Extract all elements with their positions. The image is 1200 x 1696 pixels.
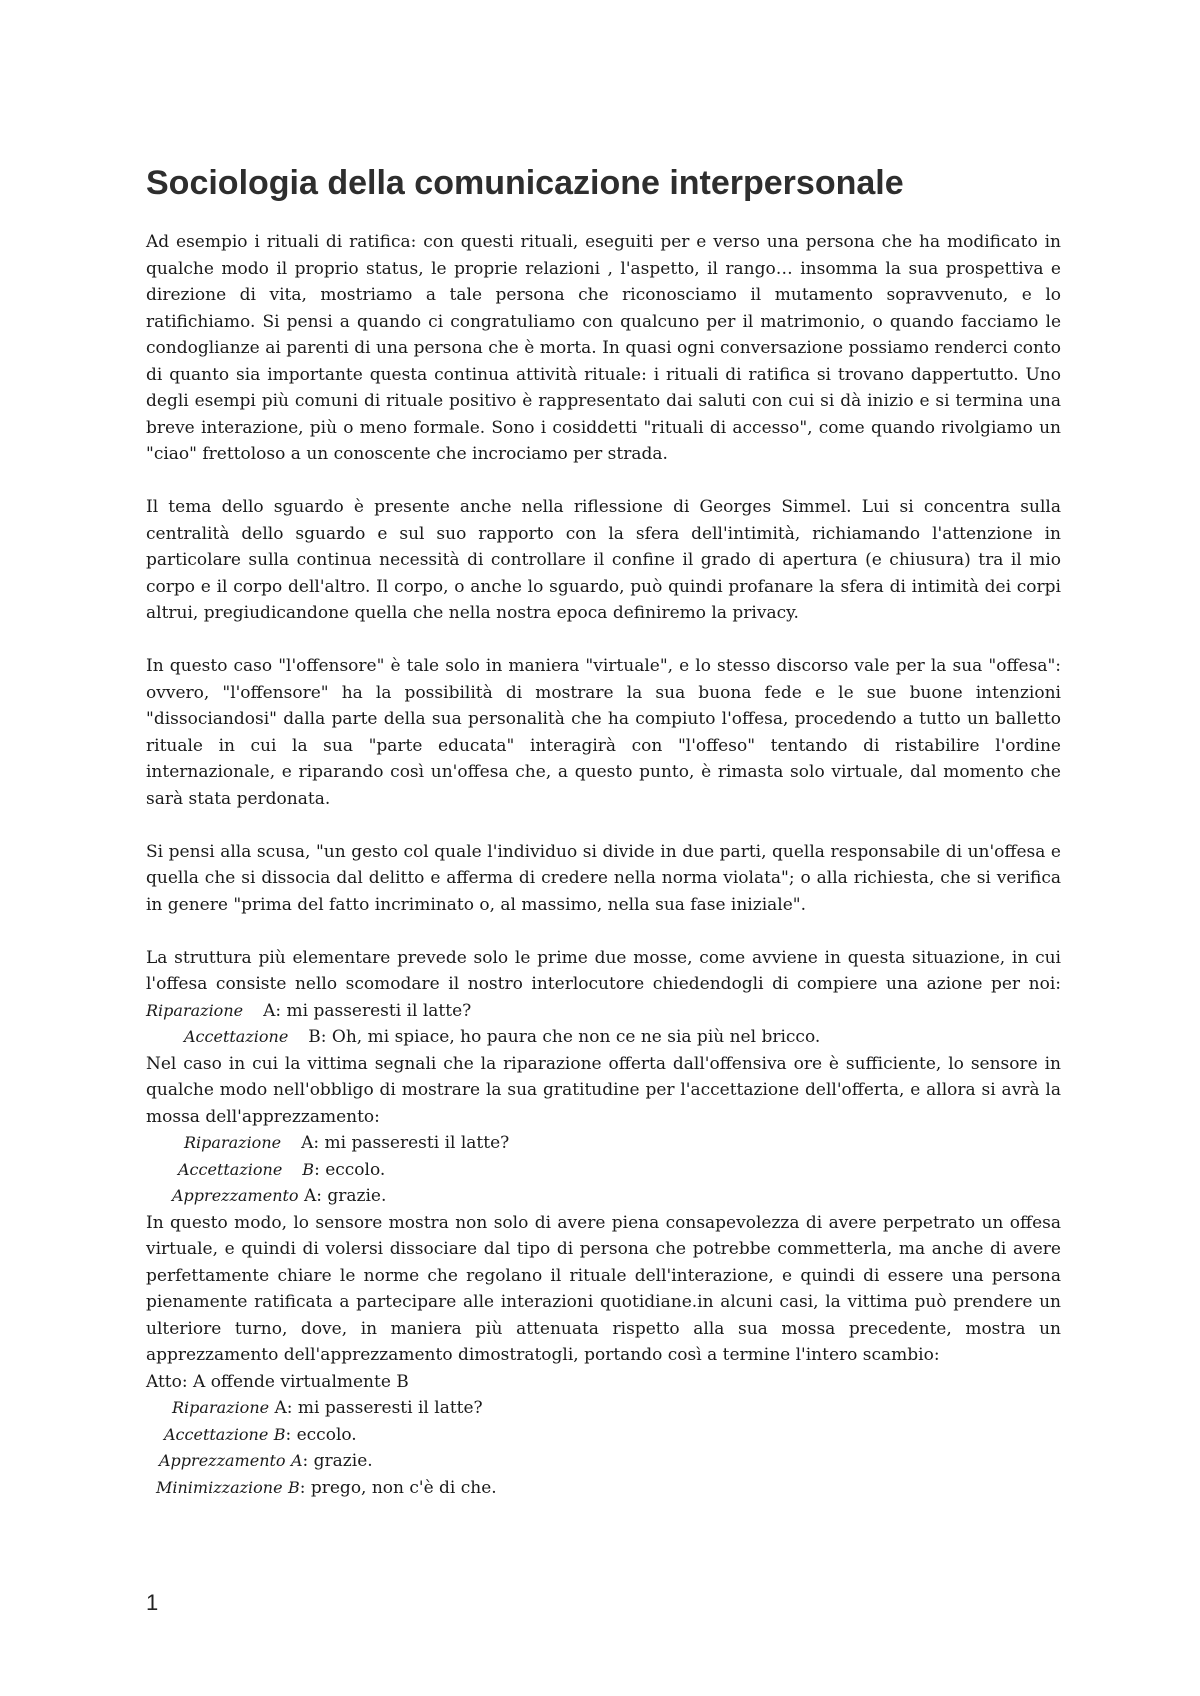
move-role: Apprezzamento	[172, 1186, 299, 1205]
move-line: A: mi passeresti il latte?	[263, 1000, 472, 1021]
document-body	[146, 229, 1061, 1501]
exchange-move	[146, 1024, 1061, 1051]
move-speaker: A	[290, 1451, 303, 1470]
exchange-move	[146, 1183, 1061, 1210]
move-speaker: B	[287, 1477, 300, 1497]
move-speaker: B	[302, 1159, 315, 1179]
move-role: Apprezzamento	[159, 1451, 286, 1470]
exchange-move	[146, 1395, 1061, 1422]
move-line: : eccolo.	[314, 1159, 386, 1180]
move-role: Accettazione	[164, 1424, 269, 1444]
paragraph-rituali-ratifica: Ad esempio i rituali di ratifica: con questi rituali, eseguiti per e verso una persona che ha modificato in qualche modo il proprio status, le proprie relazioni , l'aspetto, il rango… insomma la sua prospettiva e direzione di vita, mostriamo a tale persona che riconosciamo il mutamento sopravvenuto, e lo ratifichiamo. Si pensi a quando ci congratuliamo con qualcuno per il matrimonio, o quando facciamo le condoglianze ai parenti di una persona che è morta. In quasi ogni conversazione possiamo renderci conto di quanto sia importante questa continua attività rituale: i rituali di ratifica si trovano dappertutto. Uno degli esempi più comuni di rituale positivo è rappresentato dai saluti con cui si dà inizio e si termina una breve interazione, più o meno formale. Sono i cosiddetti "rituali di accesso", come quando rivolgiamo un "ciao" frettoloso a un conoscente che incrociamo per strada.	[146, 232, 1061, 464]
move-role: Riparazione	[172, 1398, 270, 1417]
exchange-move	[146, 1130, 1061, 1157]
move-line: : prego, non c'è di che.	[299, 1477, 497, 1498]
exchange-move	[146, 1475, 1061, 1502]
exchange-closing: In questo modo, lo sensore mostra non solo di avere piena consapevolezza di avere perpetrato un offesa virtuale, e quindi di volersi dissociare dal tipo di persona che potrebbe commetterla, ma anche di avere perfettamente chiare le norme che regolano il rituale dell'interazione, e quindi di essere una persona pienamente ratificata a partecipare alle interazioni quotidiane.in alcuni casi, la vittima può prendere un ulteriore turno, dove, in maniera più attenuata rispetto alla sua mossa precedente, mostra un apprezzamento dell'apprezzamento dimostratogli, portando così a termine l'intero scambio:	[146, 1212, 1061, 1365]
exchange-act: Atto: A offende virtualmente B	[146, 1371, 409, 1392]
move-role: Accettazione	[184, 1027, 289, 1046]
paragraph-scusa-richiesta: Si pensi alla scusa, "un gesto col quale l'individuo si divide in due parti, quella responsabile di un'offesa e quella che si dissocia dal delitto e afferma di credere nella norma violata"; o alla richiesta, che si verifica in genere "prima del fatto incriminato o, al massimo, nella sua fase iniziale".	[146, 841, 1061, 915]
exchange-move	[146, 1448, 1061, 1475]
page-number: 1	[146, 1590, 159, 1615]
move-role: Accettazione	[178, 1159, 283, 1179]
move-line: : grazie.	[302, 1451, 373, 1471]
move-role: Riparazione	[146, 1000, 244, 1020]
move-line: : eccolo.	[285, 1424, 357, 1445]
move-role: Minimizzazione	[156, 1477, 283, 1497]
move-line: A: grazie.	[303, 1186, 387, 1206]
ritual-exchange-section	[146, 945, 1061, 1502]
exchange-middle: Nel caso in cui la vittima segnali che la riparazione offerta dall'offensiva ore è sufficiente, lo sensore in qualche modo nell'obbligo di mostrare la sua gratitudine per l'accettazione dell'offerta, e allora si avrà la mossa dell'apprezzamento:	[146, 1053, 1061, 1127]
paragraph-sguardo-simmel: Il tema dello sguardo è presente anche nella riflessione di Georges Simmel. Lui si concentra sulla centralità dello sguardo e sul suo rapporto con la sfera dell'intimità, richiamando l'attenzione in particolare sulla continua necessità di controllare il confine il grado di apertura (e chiusura) tra il mio corpo e il corpo dell'altro. Il corpo, o anche lo sguardo, può quindi profanare la sfera di intimità dei corpi altrui, pregiudicandone quella che nella nostra epoca definiremo la privacy.	[146, 497, 1061, 623]
move-role: Riparazione	[184, 1133, 282, 1152]
exchange-move	[146, 1422, 1061, 1449]
paragraph-offensore-virtuale: In questo caso "l'offensore" è tale solo in maniera "virtuale", e lo stesso discorso vale per la sua "offesa": ovvero, "l'offensore" ha la possibilità di mostrare la sua buona fede e le sue buone intenzioni "dissociandosi" dalla parte della sua personalità che ha compiuto l'offesa, procedendo a tutto un balletto rituale in cui la sua "parte educata" interagirà con "l'offeso" tentando di ristabilire l'ordine internazionale, e riparando così un'offesa che, a questo punto, è rimasta solo virtuale, dal momento che sarà stata perdonata.	[146, 656, 1061, 809]
exchange-intro: La struttura più elementare prevede solo le prime due mosse, come avviene in questa situazione, in cui l'offesa consiste nello scomodare il nostro interlocutore chiedendogli di compiere una azione per noi: Riparazione A: mi passeresti il latte?	[146, 947, 1061, 1021]
move-speaker: B	[273, 1424, 286, 1444]
exchange-move	[146, 1157, 1061, 1184]
document-title: Sociologia della comunicazione interpersonale	[146, 164, 904, 202]
move-line: B: Oh, mi spiace, ho paura che non ce ne sia più nel bricco.	[308, 1027, 821, 1047]
move-line: A: mi passeresti il latte?	[301, 1133, 510, 1153]
move-line: A: mi passeresti il latte?	[274, 1398, 483, 1418]
